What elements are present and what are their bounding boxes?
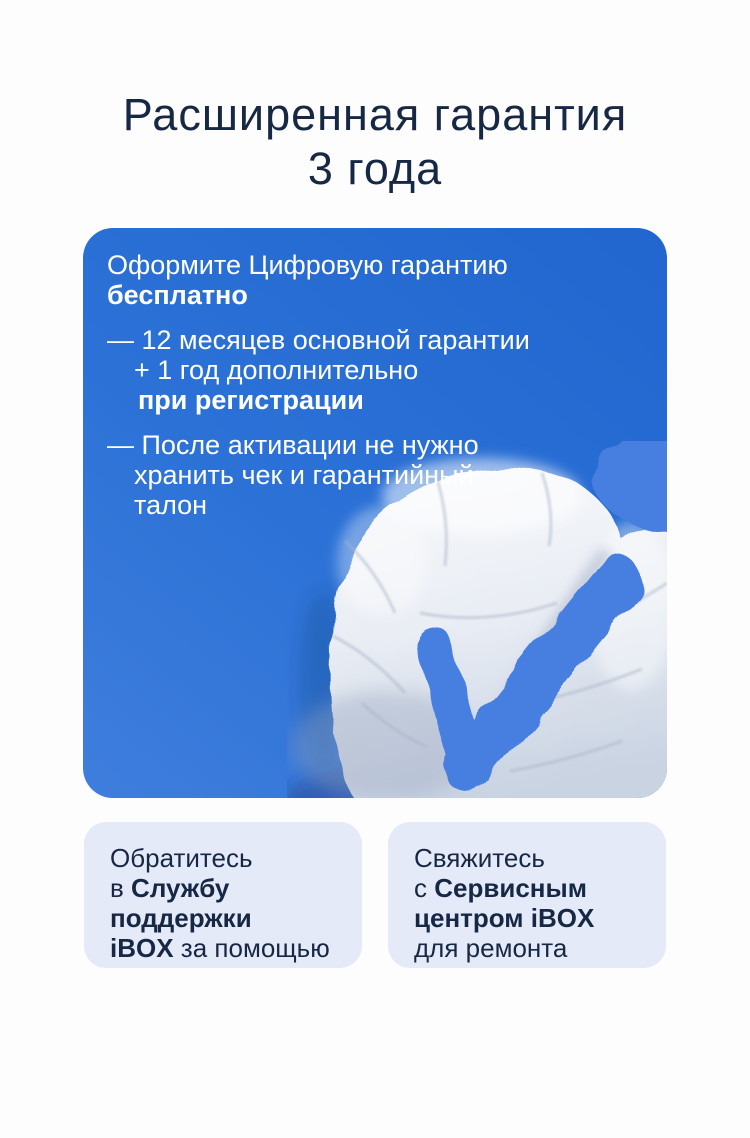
warranty-promo-page [0,88,750,1138]
service-card-line1: Свяжитесь [414,843,545,873]
bullet2-line3: талон [134,490,208,520]
warranty-intro [107,250,643,310]
warranty-bullet-2 [107,430,643,520]
support-card [84,822,362,968]
digital-warranty-card [83,228,667,798]
service-card-line2: с Сервисным [414,873,587,903]
service-card-line3: центром iBOX [414,903,595,933]
service-card-line4: для ремонта [414,933,568,963]
page-title-line1: Расширенная гарантия [122,89,628,140]
warranty-card-text [83,228,667,520]
intro-line1: Оформите Цифровую гарантию [107,250,508,280]
bullet1-line3-bold: при регистрации [138,385,364,415]
support-card-line2: в Службу поддержки [110,873,252,933]
page-title-line2: 3 года [307,143,443,194]
bullet1-line1: — 12 месяцев основной гарантии [107,325,530,355]
bullet1-line2: + 1 год дополнительно [134,355,419,385]
bullet2-line2: хранить чек и гарантийный [134,460,474,490]
warranty-bullet-1 [107,325,643,415]
page-title [0,88,750,196]
support-card-line3: iBOX за помощью [110,933,330,963]
service-card [388,822,666,968]
intro-line2-bold: бесплатно [107,280,248,310]
bullet2-line1: — После активации не нужно [107,430,479,460]
contact-cards-row [84,822,666,968]
support-card-line1: Обратитесь [110,843,253,873]
